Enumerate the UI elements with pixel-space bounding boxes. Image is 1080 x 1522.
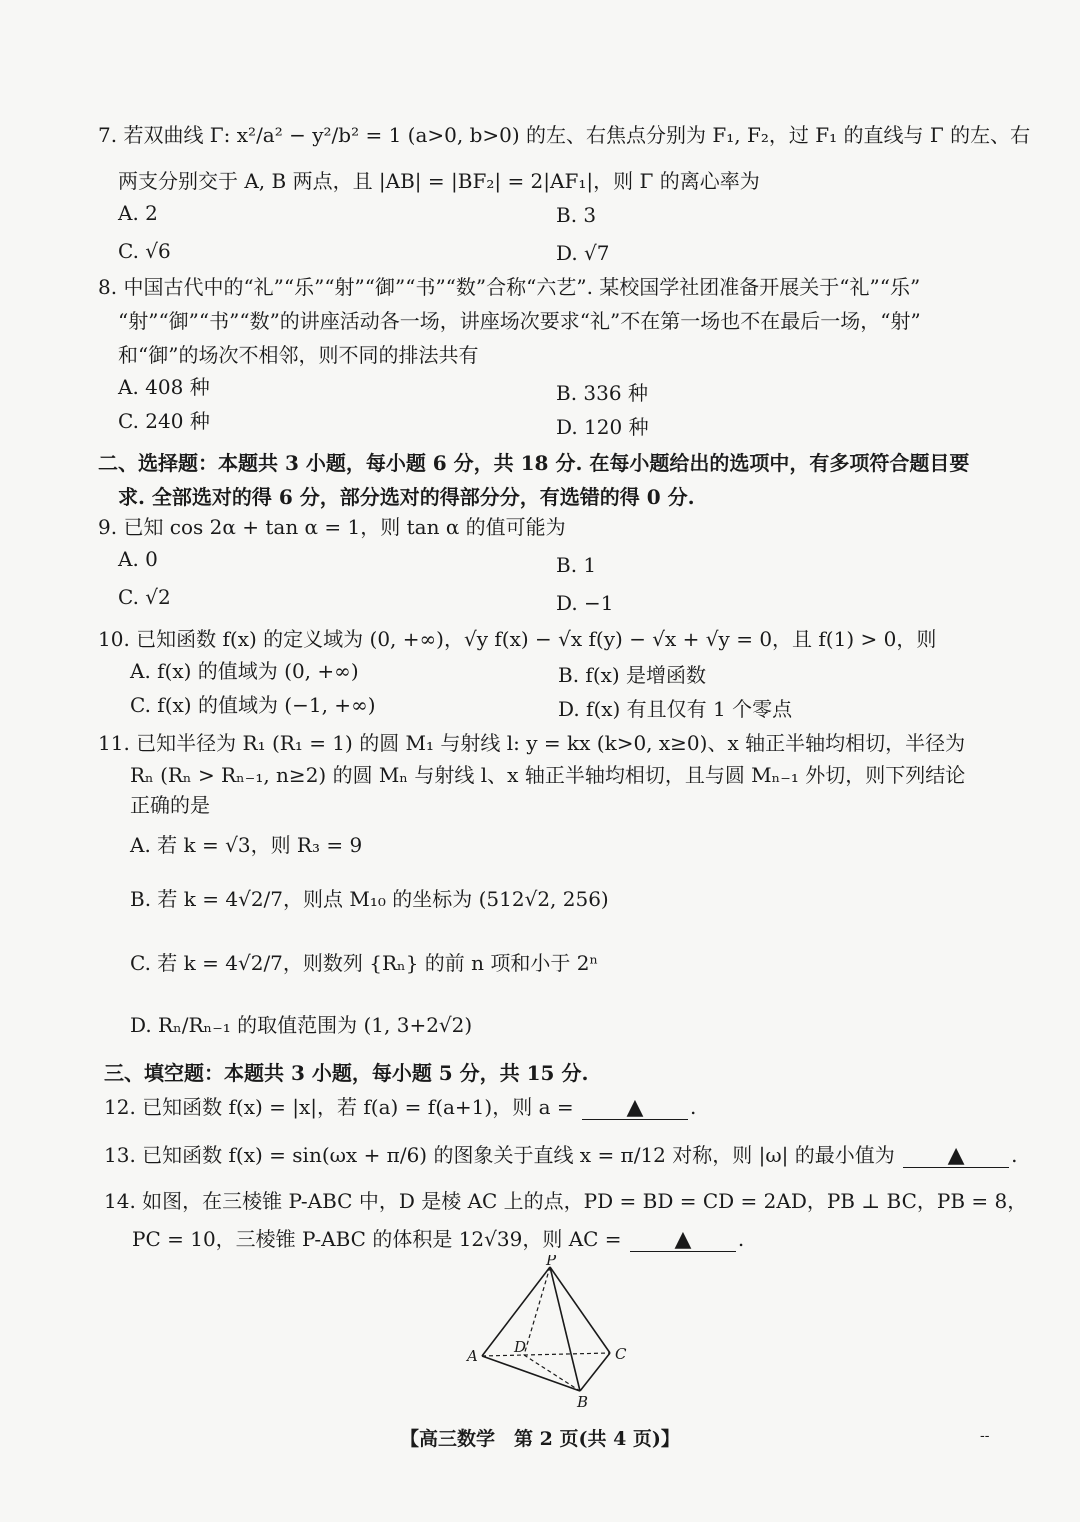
label-a: A [467,1347,478,1365]
label-p: P [546,1255,557,1269]
q10-option-d: D. f(x) 有且仅有 1 个零点 [558,697,793,721]
q8-line1: 8. 中国古代中的“礼”“乐”“射”“御”“书”“数”合称“六艺”. 某校国学社团准备开展关于“礼”“乐” [98,275,921,299]
q9-option-c: C. √2 [118,585,171,609]
q14-line2: PC = 10，三棱锥 P-ABC 的体积是 12√39，则 AC = [132,1227,622,1251]
q8-option-d: D. 120 种 [556,415,649,439]
section3-line1: 三、填空题：本题共 3 小题，每小题 5 分，共 15 分. [104,1061,589,1085]
page-footer: 【高三数学 第 2 页(共 4 页)】 [400,1428,680,1450]
q11-line3: 正确的是 [130,793,210,817]
section2-line1: 二、选择题：本题共 3 小题，每小题 6 分，共 18 分. 在每小题给出的选项中，有多项符合题目要 [98,451,970,475]
q9-line1: 9. 已知 cos 2α + tan α = 1，则 tan α 的值可能为 [98,515,566,539]
edge-pb [550,1267,580,1391]
q12-text: 12. 已知函数 f(x) = |x|，若 f(a) = f(a+1)，则 a = [104,1095,574,1119]
q13-text: 13. 已知函数 f(x) = sin(ωx + π/6) 的图象关于直线 x = π/12 对称，则 |ω| 的最小值为 [104,1143,895,1167]
q8-line3: 和“御”的场次不相邻，则不同的排法共有 [118,343,479,367]
q8-option-a: A. 408 种 [118,375,210,399]
q11-option-c: C. 若 k = 4√2/7，则数列 {Rₙ} 的前 n 项和小于 2ⁿ [130,951,599,975]
q10-line1: 10. 已知函数 f(x) 的定义域为 (0, +∞)，√y f(x) − √x f(y) − √x + √y = 0，且 f(1) > 0，则 [98,627,937,651]
q11-option-d: D. Rₙ/Rₙ₋₁ 的取值范围为 (1, 3+2√2) [130,1013,473,1037]
triangle-icon: ▲ [674,1227,692,1252]
section2-line2: 求. 全部选对的得 6 分，部分选对的得部分分，有选错的得 0 分. [118,485,695,509]
q10-option-a: A. f(x) 的值域为 (0, +∞) [130,659,359,683]
q9-option-d: D. −1 [556,591,614,615]
q12: 12. 已知函数 f(x) = |x|，若 f(a) = f(a+1)，则 a = ▲ . [104,1095,697,1120]
q11-line1: 11. 已知半径为 R₁ (R₁ = 1) 的圆 M₁ 与射线 l: y = kx (k>0, x≥0)、x 轴正半轴均相切，半径为 [98,731,966,755]
q8-line2: “射”“御”“书”“数”的讲座活动各一场，讲座场次要求“礼”不在第一场也不在最后一场，“射” [118,309,921,333]
edge-bc [580,1353,610,1391]
q7-option-d: D. √7 [556,241,610,265]
q12-answer-blank[interactable] [582,1096,688,1120]
edge-pd [524,1267,550,1355]
q13: 13. 已知函数 f(x) = sin(ωx + π/6) 的图象关于直线 x = π/12 对称，则 |ω| 的最小值为 ▲ . [104,1143,1018,1168]
label-d: D [514,1338,527,1356]
q7-option-c: C. √6 [118,239,171,263]
q9-option-a: A. 0 [118,547,158,571]
edge-ab [482,1356,580,1391]
q9-option-b: B. 1 [556,553,597,577]
q14-line1: 14. 如图，在三棱锥 P-ABC 中，D 是棱 AC 上的点，PD = BD = CD = 2AD，PB ⊥ BC，PB = 8， [104,1189,1028,1213]
edge-ac [482,1353,610,1356]
q11-line2: Rₙ (Rₙ > Rₙ₋₁, n≥2) 的圆 Mₙ 与射线 l、x 轴正半轴均相切，且与圆 Mₙ₋₁ 外切，则下列结论 [130,763,966,787]
q13-answer-blank[interactable] [903,1144,1009,1168]
q14-line2-wrap: PC = 10，三棱锥 P-ABC 的体积是 12√39，则 AC = ▲ . [132,1227,745,1252]
q7-line1: 7. 若双曲线 Γ: x²/a² − y²/b² = 1 (a>0, b>0) 的左、右焦点分别为 F₁, F₂，过 F₁ 的直线与 Γ 的左、右 [98,123,1031,147]
label-c: C [615,1345,627,1363]
edge-pc [550,1267,610,1353]
q7-option-a: A. 2 [118,201,158,225]
q10-option-c: C. f(x) 的值域为 (−1, +∞) [130,693,376,717]
pyramid-figure [462,1255,642,1415]
q11-option-b: B. 若 k = 4√2/7，则点 M₁₀ 的坐标为 (512√2, 256) [130,887,609,911]
q8-option-b: B. 336 种 [556,381,648,405]
q14-answer-blank[interactable] [630,1228,736,1252]
triangle-icon: ▲ [626,1095,644,1120]
q7-line2: 两支分别交于 A, B 两点，且 |AB| = |BF₂| = 2|AF₁|，则 Γ 的离心率为 [118,169,760,193]
corner-mark: -- [980,1428,990,1444]
q10-option-b: B. f(x) 是增函数 [558,663,707,687]
triangle-icon: ▲ [947,1143,965,1168]
label-b: B [577,1393,589,1411]
edge-bd [524,1355,580,1391]
q7-option-b: B. 3 [556,203,597,227]
q8-option-c: C. 240 种 [118,409,210,433]
q11-option-a: A. 若 k = √3，则 R₃ = 9 [130,833,363,857]
